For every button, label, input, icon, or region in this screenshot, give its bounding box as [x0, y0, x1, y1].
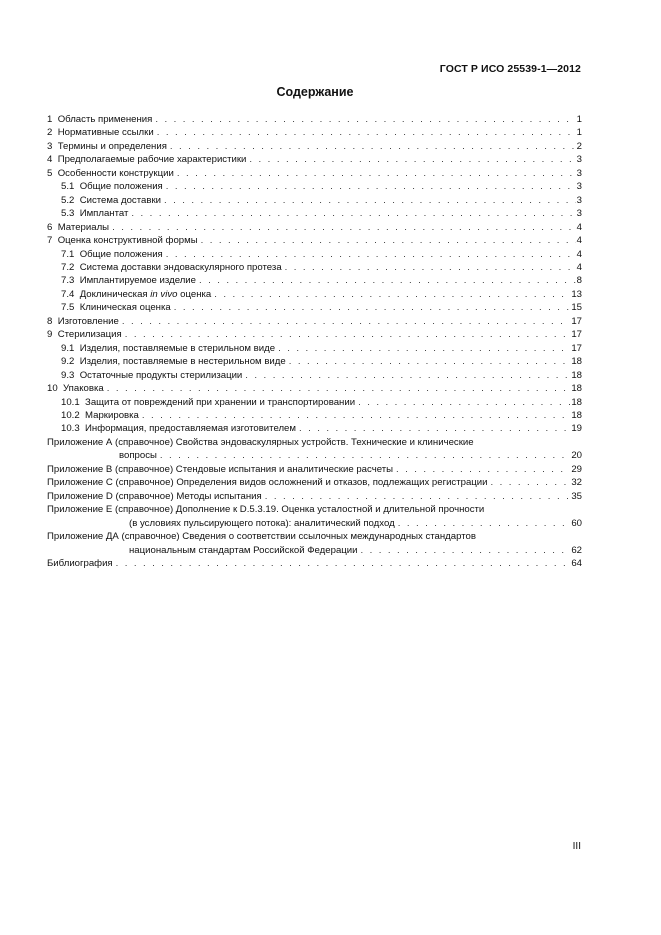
- toc-page-number: 3: [576, 154, 582, 166]
- toc-entry-label: Приложение D (справочное) Методы испытания: [47, 490, 262, 502]
- toc-entry-label: Материалы: [57, 221, 110, 233]
- toc-page-number: 3: [576, 167, 582, 179]
- document-header: ГОСТ Р ИСО 25539-1—2012: [439, 63, 581, 75]
- toc-entry-label: Изделия, поставляемые в стерильном виде: [79, 342, 276, 354]
- table-of-contents: [47, 113, 582, 570]
- toc-entry-label: Защита от повреждений при хранении и транспортировании: [85, 396, 356, 408]
- toc-page-number: 1: [576, 127, 582, 139]
- toc-annex-d[interactable]: [47, 490, 582, 503]
- toc-entry-label: Приложение Е (справочное) Дополнение к D.5.3.19. Оценка усталостной и длительной прочности: [47, 504, 485, 516]
- toc-page-number: 1: [576, 114, 582, 125]
- toc-entry-10[interactable]: 10 Упаковка . . . 18: [47, 382, 582, 395]
- toc-entry-label: Общие положения: [79, 181, 163, 193]
- toc-page-number: 29: [571, 463, 582, 475]
- toc-page-number: 17: [571, 342, 582, 354]
- toc-entry-label: Термины и определения: [57, 140, 167, 152]
- toc-entry-9-1[interactable]: 9.1 Изделия, поставляемые в стерильном виде . . . 17: [47, 342, 582, 355]
- toc-entry-5-2[interactable]: 5.2 Система доставки . . . 3: [47, 194, 582, 207]
- toc-entry-label: Приложение ДА (справочное) Сведения о соответствии ссылочных международных стандартов: [47, 531, 476, 543]
- toc-page-number: 2: [576, 140, 582, 152]
- toc-annex-da-line2[interactable]: [47, 544, 582, 557]
- toc-entry-10-2[interactable]: 10.2 Маркировка . . . 18: [47, 409, 582, 422]
- toc-entry-label: Приложение С (справочное) Определения видов осложнений и отказов, подлежащих регистрации: [47, 477, 488, 489]
- toc-entry-label: (в условиях пульсирующего потока): аналитический подход: [129, 517, 395, 529]
- toc-entry-label: вопросы: [119, 450, 157, 462]
- toc-entry-label: Изготовление: [57, 315, 119, 327]
- toc-entry-label: Область применения: [57, 114, 153, 125]
- toc-annex-da-line1[interactable]: [47, 530, 582, 543]
- page-number: III: [572, 841, 581, 852]
- toc-entry-label: Упаковка: [63, 383, 104, 395]
- toc-entry-label: Изделия, поставляемые в нестерильном виде: [79, 356, 286, 368]
- toc-annex-c[interactable]: [47, 476, 582, 489]
- toc-entry-label: Оценка конструктивной формы: [57, 235, 198, 247]
- toc-page-number: 4: [576, 235, 582, 247]
- toc-entry-6[interactable]: 6 Материалы . . . 4: [47, 221, 582, 234]
- toc-entry-3[interactable]: 3 Термины и определения . . . 2: [47, 140, 582, 153]
- toc-entry-7[interactable]: 7 Оценка конструктивной формы . . . 4: [47, 234, 582, 247]
- toc-annex-e-line1[interactable]: [47, 503, 582, 516]
- toc-entry-label: Клиническая оценка: [79, 302, 171, 314]
- toc-entry-label: Приложение А (справочное) Свойства эндоваскулярных устройств. Технические и клинические: [47, 436, 474, 448]
- toc-entry-5[interactable]: 5 Особенности конструкции . . . 3: [47, 167, 582, 180]
- toc-entry-label: Особенности конструкции: [57, 167, 174, 179]
- toc-page-number: 19: [571, 423, 582, 435]
- toc-page-number: 8: [576, 275, 582, 287]
- toc-entry-label: Имплантируемое изделие: [79, 275, 196, 287]
- toc-page-number: 3: [576, 194, 582, 206]
- toc-entry-7-5[interactable]: 7.5 Клиническая оценка . . . 15: [47, 301, 582, 314]
- toc-page-number: 32: [571, 477, 582, 489]
- toc-page-number: 13: [571, 288, 582, 300]
- toc-entry-label: Приложение В (справочное) Стендовые испытания и аналитические расчеты: [47, 463, 394, 475]
- toc-entry-7-1[interactable]: 7.1 Общие положения . . . 4: [47, 248, 582, 261]
- toc-entry-label: Информация, предоставляемая изготовителем: [85, 423, 296, 435]
- toc-page-number: 18: [571, 396, 582, 408]
- toc-entry-label: Система доставки эндоваскулярного протеза: [79, 261, 282, 273]
- toc-title: Содержание: [276, 85, 354, 99]
- toc-entry-label: Библиография: [47, 557, 113, 569]
- toc-annex-a-line1[interactable]: [47, 436, 582, 449]
- toc-entry-1[interactable]: 1 Область применения . . . 1: [47, 113, 582, 126]
- toc-page-number: 17: [571, 329, 582, 341]
- toc-entry-label: Общие положения: [79, 248, 163, 260]
- toc-entry-9[interactable]: 9 Стерилизация . . . 17: [47, 328, 582, 341]
- toc-page-number: 35: [571, 490, 582, 502]
- toc-annex-a-line2[interactable]: [47, 449, 582, 462]
- toc-entry-2[interactable]: 2 Нормативные ссылки . . . 1: [47, 126, 582, 139]
- toc-page-number: 3: [576, 181, 582, 193]
- toc-entry-label: Стерилизация: [57, 329, 122, 341]
- toc-page-number: 18: [571, 383, 582, 395]
- toc-entry-label: Нормативные ссылки: [57, 127, 154, 139]
- toc-entry-8[interactable]: 8 Изготовление . . . 17: [47, 315, 582, 328]
- toc-bibliography[interactable]: [47, 557, 582, 570]
- toc-page-number: 20: [571, 450, 582, 462]
- toc-page-number: 60: [571, 517, 582, 529]
- toc-entry-7-2[interactable]: 7.2 Система доставки эндоваскулярного протеза . . . 4: [47, 261, 582, 274]
- toc-page-number: 62: [571, 544, 582, 556]
- toc-page-number: 17: [571, 315, 582, 327]
- toc-page-number: 15: [571, 302, 582, 314]
- toc-entry-label: Остаточные продукты стерилизации: [79, 369, 243, 381]
- toc-entry-5-1[interactable]: 5.1 Общие положения . . . 3: [47, 180, 582, 193]
- toc-page-number: 4: [576, 221, 582, 233]
- toc-entry-label: Доклиническая in vivo оценка: [79, 288, 212, 300]
- toc-page-number: 3: [576, 208, 582, 220]
- toc-page-number: 18: [571, 409, 582, 421]
- toc-annex-e-line2[interactable]: [47, 517, 582, 530]
- toc-entry-10-1[interactable]: 10.1 Защита от повреждений при хранении и транспортировании . . . 18: [47, 396, 582, 409]
- toc-annex-b[interactable]: [47, 463, 582, 476]
- toc-entry-label: национальным стандартам Российской Федерации: [129, 544, 358, 556]
- toc-entry-label: Имплантат: [79, 208, 129, 220]
- toc-entry-5-3[interactable]: 5.3 Имплантат . . . 3: [47, 207, 582, 220]
- toc-entry-label: Система доставки: [79, 194, 161, 206]
- toc-entry-7-4[interactable]: 7.4 Доклиническая in vivo оценка . . . 13: [47, 288, 582, 301]
- toc-page-number: 4: [576, 261, 582, 273]
- toc-entry-9-2[interactable]: 9.2 Изделия, поставляемые в нестерильном виде . . . 18: [47, 355, 582, 368]
- toc-page-number: 4: [576, 248, 582, 260]
- toc-page-number: 18: [571, 369, 582, 381]
- toc-entry-7-3[interactable]: 7.3 Имплантируемое изделие . . . 8: [47, 274, 582, 287]
- toc-page-number: 64: [571, 557, 582, 569]
- toc-entry-label: Маркировка: [85, 409, 139, 421]
- toc-entry-10-3[interactable]: 10.3 Информация, предоставляемая изготовителем . . . 19: [47, 422, 582, 435]
- toc-page-number: 18: [571, 356, 582, 368]
- toc-entry-9-3[interactable]: 9.3 Остаточные продукты стерилизации . . . 18: [47, 369, 582, 382]
- toc-entry-4[interactable]: 4 Предполагаемые рабочие характеристики . . . 3: [47, 153, 582, 166]
- toc-entry-label: Предполагаемые рабочие характеристики: [57, 154, 247, 166]
